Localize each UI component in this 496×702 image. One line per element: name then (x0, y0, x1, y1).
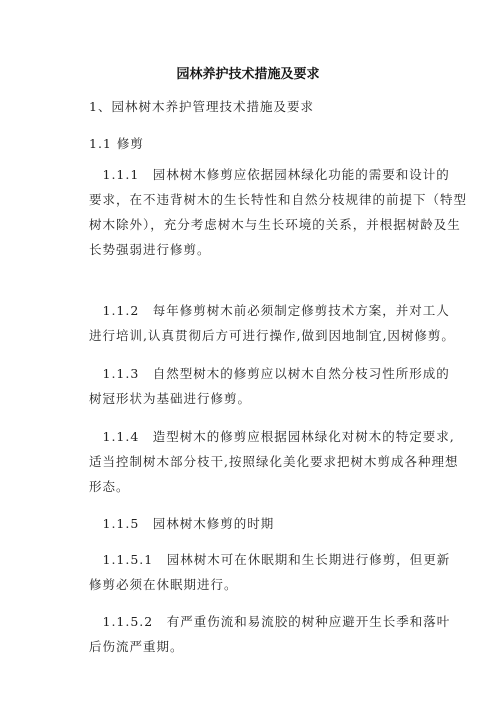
text-line: 1.1.4 造型树木的修剪应根据园林绿化对树木的特定要求, (89, 429, 455, 444)
paragraph-1-1-3 (89, 361, 450, 411)
text-line: 1.1 修剪 (89, 136, 144, 151)
paragraph-1-1-5-1 (89, 547, 451, 597)
text-line: 1.1.5 园林树木修剪的时期 (89, 516, 275, 531)
text-line: 进行培训,认真贯彻后方可进行操作,做到因地制宜,因树修剪。 (89, 328, 455, 343)
text-line: 长势强弱进行修剪。 (89, 242, 211, 257)
paragraph-1-1-5-2 (89, 609, 451, 659)
text-line: 1.1.3 自然型树木的修剪应以树木自然分枝习性所形成的 (89, 366, 450, 381)
text-line: 修剪必须在休眠期进行。 (89, 577, 238, 592)
paragraph-1-1-2 (89, 298, 455, 348)
text-line: 树冠形状为基础进行修剪。 (89, 391, 252, 406)
paragraph-1-1-1 (89, 162, 468, 262)
text-line: 形态。 (89, 479, 130, 494)
section-heading-1-1 (89, 131, 429, 156)
text-line: 1.1.1 园林树木修剪应依据园林绿化功能的需要和设计的 (89, 167, 450, 182)
text-line: 1、园林树木养护管理技术措施及要求 (89, 99, 314, 114)
section-heading-1 (89, 94, 429, 119)
paragraph-1-1-5 (89, 511, 429, 536)
paragraph-1-1-4 (89, 424, 459, 499)
text-line: 树木除外），充分考虑树木与生长环境的关系，并根据树龄及生 (89, 217, 461, 232)
text-line: 要求，在不违背树木的生长特性和自然分枝规律的前提下（特型 (89, 192, 468, 207)
document-title: 园林养护技术措施及要求 (176, 67, 320, 82)
text-line: 1.1.5.2 有严重伤流和易流胶的树种应避开生长季和落叶 (89, 614, 451, 629)
text-line: 后伤流严重期。 (89, 639, 184, 654)
text-line: 1.1.5.1 园林树木可在休眠期和生长期进行修剪，但更新 (89, 552, 451, 567)
text-line: 适当控制树木部分枝干,按照绿化美化要求把树木剪成各种理想 (89, 454, 459, 469)
text-line: 1.1.2 每年修剪树木前必须制定修剪技术方案，并对工人 (89, 303, 450, 318)
